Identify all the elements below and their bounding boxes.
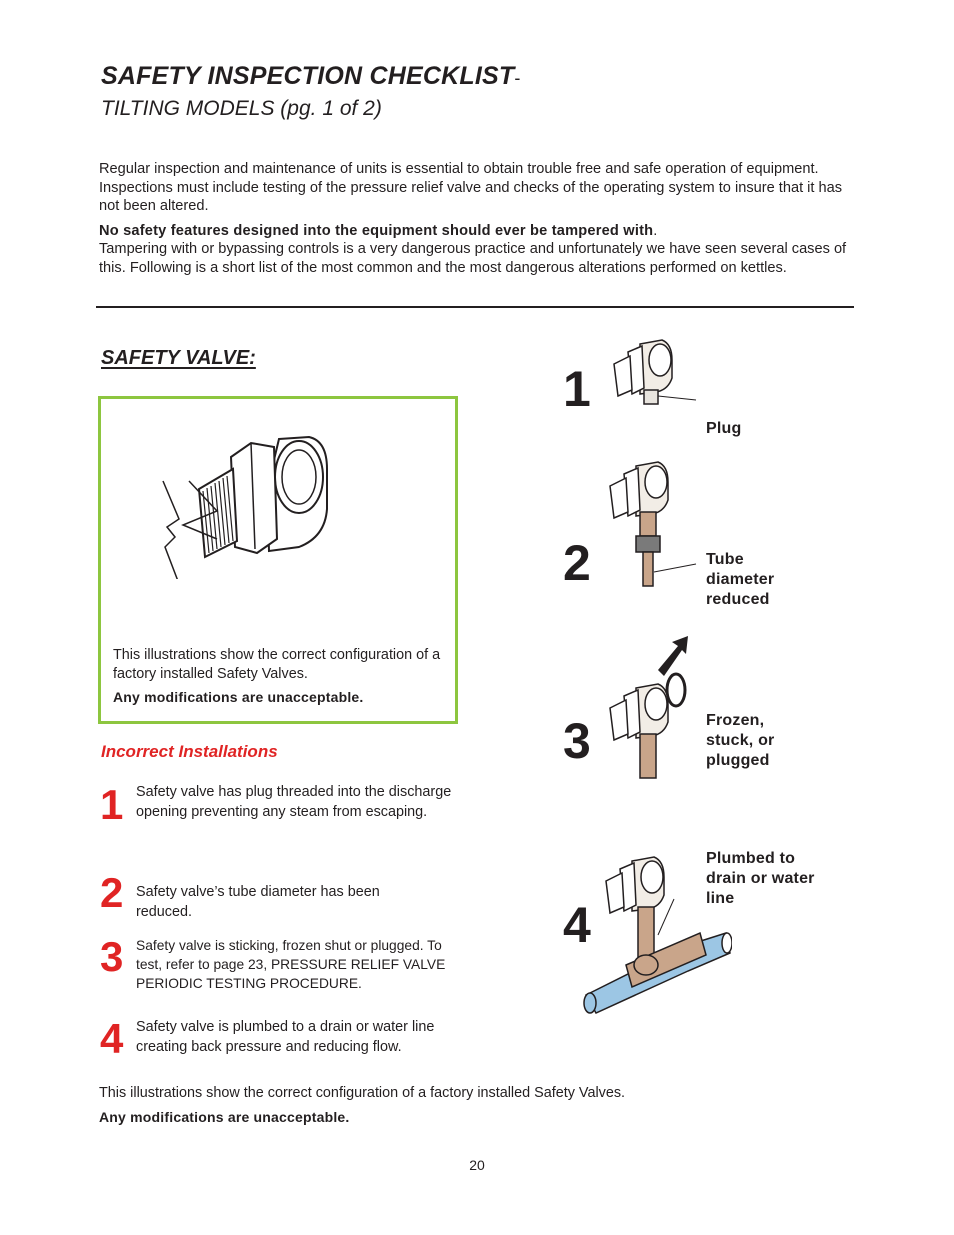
title-dash: - [514, 68, 521, 88]
safety-valve-illustration [159, 429, 399, 579]
incorrect-text-1: Safety valve has plug threaded into the discharge opening preventing any steam from escaping. [136, 784, 452, 820]
figure-2-reduced-tube-illustration [606, 460, 706, 590]
intro-text [99, 160, 859, 277]
intro-paragraph-1: Regular inspection and maintenance of units is essential to obtain trouble free and safe operation of equipment. Inspections must include testing of the pressure relief valve and checks of the operating system to insure that it has not been altered. [99, 161, 843, 214]
section-divider [96, 306, 854, 308]
incorrect-heading: Incorrect Installations [101, 742, 278, 761]
warning-bold: No safety features designed into the equipment should ever be tampered with [99, 222, 654, 239]
correct-config-caption [113, 646, 448, 707]
caption-text: This illustrations show the correct configuration of a factory installed Safety Valves. [113, 647, 441, 682]
figure-number-1: 1 [563, 361, 591, 417]
correct-config-box [98, 396, 458, 724]
incorrect-text-4: Safety valve is plumbed to a drain or water line creating back pressure and reducing flow. [136, 1019, 435, 1055]
page-title: SAFETY INSPECTION CHECKLIST- [101, 62, 521, 90]
figure-1-plug-illustration [610, 338, 710, 410]
incorrect-number-2: 2 [100, 869, 124, 916]
caption-bold: Any modifications are unacceptable. [113, 689, 364, 705]
footer-text: This illustrations show the correct configuration of a factory installed Safety Valves. [99, 1085, 626, 1101]
intro-warning: No safety features designed into the equipment should ever be tampered with. [99, 222, 658, 239]
incorrect-number-4: 4 [100, 1015, 124, 1062]
figure-label-1: Plug [706, 420, 742, 437]
figure-label-2: Tube diameter reduced [706, 551, 775, 608]
figure-label-4: Plumbed to drain or water line [706, 850, 815, 907]
intro-paragraph-2: Tampering with or bypassing controls is a very dangerous practice and unfortunately we have seen several cases of this. Following is a short list of the most common and the most dangerous alterations performed on kettles. [99, 241, 847, 276]
incorrect-number-1: 1 [100, 781, 124, 828]
section-heading: SAFETY VALVE: [101, 347, 256, 369]
figure-number-3: 3 [563, 713, 591, 769]
incorrect-text-3: Safety valve is sticking, frozen shut or plugged. To test, refer to page 23, PRESSURE RELIEF VALVE PERIODIC TESTING PROCEDURE. [136, 938, 446, 991]
figure-number-2: 2 [563, 535, 591, 591]
figure-label-3: Frozen, stuck, or plugged [706, 712, 775, 769]
footer-bold: Any modifications are unacceptable. [99, 1109, 350, 1125]
figure-number-4: 4 [563, 897, 591, 953]
page-subtitle: TILTING MODELS (pg. 1 of 2) [101, 97, 382, 120]
incorrect-number-3: 3 [100, 933, 124, 980]
figure-3-frozen-valve-illustration [606, 632, 706, 782]
page-number: 20 [469, 1157, 485, 1173]
incorrect-text-2: Safety valve’s tube diameter has been reduced. [136, 884, 380, 920]
